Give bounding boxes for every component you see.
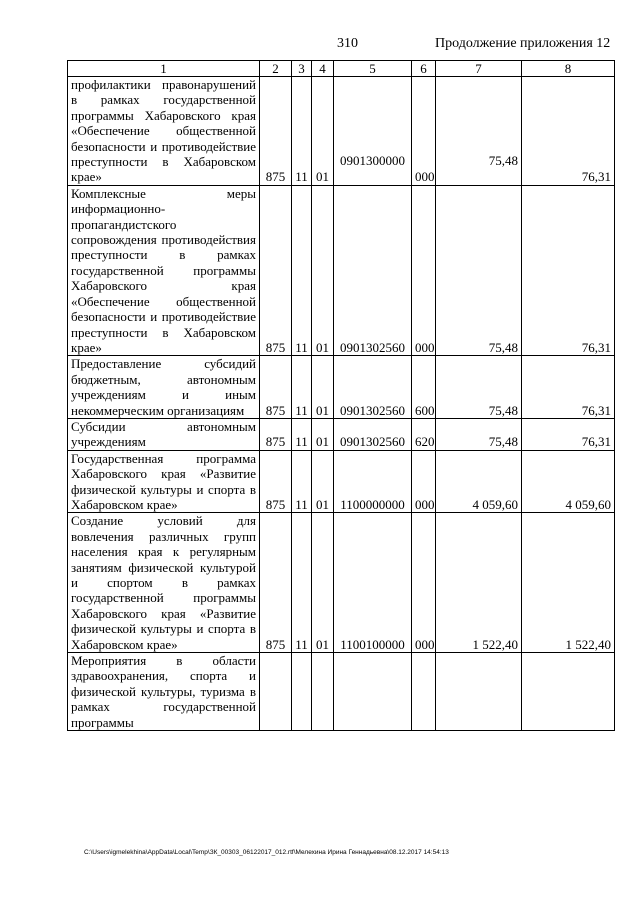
table-row	[68, 450, 615, 513]
section-code: 11	[292, 450, 312, 513]
amount-col7	[436, 77, 522, 186]
amount-col8: 76,31	[522, 77, 615, 186]
subsection-code: 01	[312, 418, 334, 450]
ministry-code: 875	[260, 77, 292, 186]
expense-type-code: 620	[412, 418, 436, 450]
amount-col8: 1 522,40	[522, 513, 615, 653]
subsection-code: 01	[312, 77, 334, 186]
row-name: Предоставление субсидий бюджетным, автономным учреждениям и иным некоммерческим организациям	[68, 356, 260, 419]
budget-table	[67, 60, 615, 731]
expense-type-code: 000	[412, 185, 436, 355]
section-code	[292, 653, 312, 731]
expense-type-code: 000	[412, 450, 436, 513]
table-row	[68, 77, 615, 186]
amount-col7	[436, 653, 522, 731]
subsection-code: 01	[312, 450, 334, 513]
ministry-code: 875	[260, 513, 292, 653]
table-row	[68, 513, 615, 653]
subsection-code: 01	[312, 356, 334, 419]
amount-col8: 76,31	[522, 418, 615, 450]
table-row	[68, 653, 615, 731]
expense-type-code	[412, 653, 436, 731]
target-code	[334, 77, 412, 186]
column-header: 2	[260, 61, 292, 77]
table-row	[68, 356, 615, 419]
row-name: Государственная программа Хабаровского края «Развитие физической культуры и спорта в Хабаровском крае»	[68, 450, 260, 513]
subsection-code: 01	[312, 185, 334, 355]
target-code: 0901302560	[334, 185, 412, 355]
expense-type-code: 000	[412, 513, 436, 653]
ministry-code: 875	[260, 185, 292, 355]
column-number-row	[68, 61, 615, 77]
ministry-code: 875	[260, 356, 292, 419]
column-header: 5	[334, 61, 412, 77]
target-code	[334, 653, 412, 731]
amount-col7-value: 75,48	[488, 153, 518, 169]
column-header: 7	[436, 61, 522, 77]
amount-col8: 4 059,60	[522, 450, 615, 513]
ministry-code: 875	[260, 418, 292, 450]
subsection-code: 01	[312, 513, 334, 653]
row-name: Создание условий для вовлечения различных групп населения края к регулярным занятиям физической культурой и спортом в рамках государственной программы Хабаровского края «Развитие физической культуры и спорта в Хабаровском крае»	[68, 513, 260, 653]
column-header: 1	[68, 61, 260, 77]
table-row	[68, 418, 615, 450]
row-name: Субсидии автономным учреждениям	[68, 418, 260, 450]
amount-col7: 4 059,60	[436, 450, 522, 513]
appendix-note: Продолжение приложения 12	[435, 36, 611, 51]
ministry-code: 875	[260, 450, 292, 513]
page-number: 310	[337, 36, 358, 51]
amount-col8: 76,31	[522, 356, 615, 419]
expense-type-code: 000	[412, 77, 436, 186]
amount-col8	[522, 653, 615, 731]
amount-col7: 1 522,40	[436, 513, 522, 653]
column-header: 8	[522, 61, 615, 77]
row-name: профилактики правонарушений в рамках государственной программы Хабаровского края «Обеспечение общественной безопасности и противодействие преступности в Хабаровском крае»	[68, 77, 260, 186]
footer-file-path: C:\Users\igmelekhina\AppData\Local\Temp\ЗК_00303_06122017_012.rtf\Мелехина Ирина Геннадьевна\08.12.2017 14:54:13	[84, 849, 449, 856]
row-name: Мероприятия в области здравоохранения, спорта и физической культуры, туризма в рамках государственной программы	[68, 653, 260, 731]
section-code: 11	[292, 77, 312, 186]
amount-col8: 76,31	[522, 185, 615, 355]
target-code: 1100000000	[334, 450, 412, 513]
table-row	[68, 185, 615, 355]
column-header: 4	[312, 61, 334, 77]
target-code-value: 0901300000	[340, 153, 405, 169]
target-code: 0901302560	[334, 356, 412, 419]
target-code: 0901302560	[334, 418, 412, 450]
expense-type-code: 600	[412, 356, 436, 419]
amount-col7: 75,48	[436, 418, 522, 450]
section-code: 11	[292, 185, 312, 355]
target-code: 1100100000	[334, 513, 412, 653]
section-code: 11	[292, 356, 312, 419]
column-header: 3	[292, 61, 312, 77]
column-header: 6	[412, 61, 436, 77]
subsection-code	[312, 653, 334, 731]
page-header	[0, 36, 640, 56]
ministry-code	[260, 653, 292, 731]
section-code: 11	[292, 418, 312, 450]
amount-col7: 75,48	[436, 356, 522, 419]
section-code: 11	[292, 513, 312, 653]
row-name: Комплексные меры информационно-пропагандистского сопровождения противодействия преступности в рамках государственной программы Хабаровского края «Обеспечение общественной безопасности и противодействие преступности в Хабаровском крае»	[68, 185, 260, 355]
amount-col7: 75,48	[436, 185, 522, 355]
